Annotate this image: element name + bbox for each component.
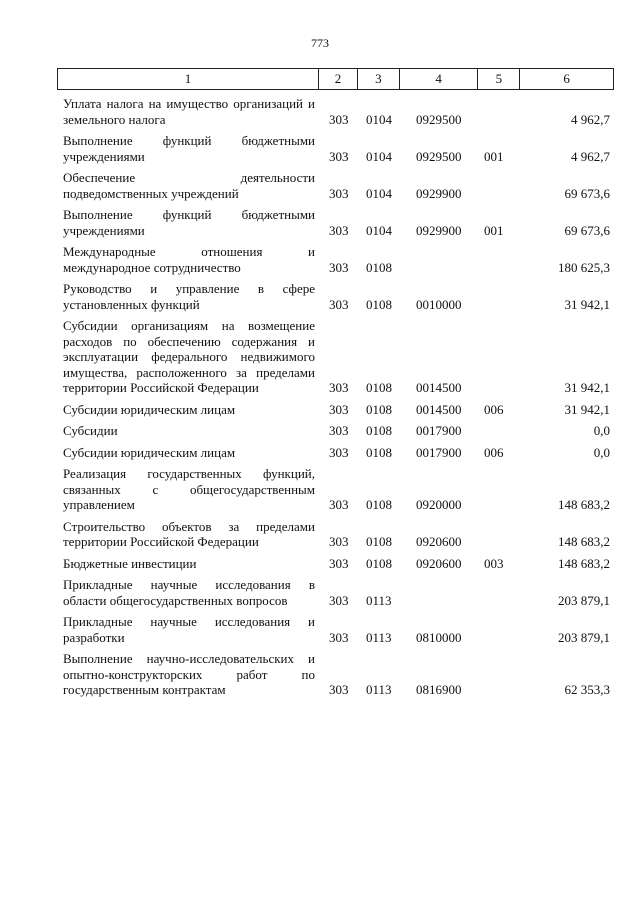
row-col-2: 303 (329, 497, 349, 512)
row-col-6: 148 683,2 (558, 534, 610, 549)
table-row (57, 318, 614, 396)
table-row (57, 614, 614, 645)
row-name: Выполнение функций бюджетными учреждениями (63, 133, 315, 164)
row-col-3: 0108 (366, 401, 392, 417)
row-col-4: 0010000 (416, 296, 462, 312)
row-col-2: 303 (329, 259, 349, 275)
row-col-3: 0113 (366, 629, 392, 645)
header-col-5: 5 (478, 69, 520, 89)
row-col-6: 180 625,3 (558, 259, 610, 275)
table-row (57, 466, 614, 513)
row-col-2: 303 (329, 592, 349, 608)
row-name: Субсидии (63, 423, 118, 438)
row-col-5: 001 (484, 148, 504, 164)
row-col-3: 0108 (366, 423, 392, 438)
row-col-4: 0017900 (416, 444, 462, 460)
table-row (57, 96, 614, 127)
row-col-4: 0929500 (416, 111, 462, 127)
row-col-2: 303 (329, 222, 349, 238)
table-row (57, 556, 614, 572)
row-col-6: 4 962,7 (571, 111, 610, 127)
row-name: Бюджетные инвестиции (63, 555, 197, 571)
header-col-4: 4 (400, 69, 479, 89)
header-col-6: 6 (563, 71, 570, 86)
row-col-4: 0929900 (416, 185, 462, 201)
row-col-3: 0104 (366, 148, 392, 164)
row-name: Уплата налога на имущество организаций и земельного налога (63, 96, 315, 127)
row-col-6: 4 962,7 (571, 148, 610, 164)
row-col-4: 0929500 (416, 148, 462, 164)
row-name: Выполнение функций бюджетными учреждениями (63, 207, 315, 238)
row-col-6: 31 942,1 (564, 380, 610, 395)
row-col-4: 0929900 (416, 222, 462, 238)
table-row (57, 402, 614, 418)
row-col-2: 303 (329, 423, 349, 438)
row-col-2: 303 (329, 682, 349, 697)
row-name: Реализация государственных функций, связанных с общегосударственным управлением (63, 466, 315, 512)
table-row (57, 281, 614, 312)
row-col-3: 0108 (366, 534, 392, 549)
row-col-3: 0108 (366, 380, 392, 395)
table-row (57, 577, 614, 608)
row-col-6: 69 673,6 (564, 185, 610, 201)
row-col-2: 303 (329, 148, 349, 164)
row-col-6: 69 673,6 (564, 222, 610, 238)
row-col-5: 006 (484, 401, 504, 417)
row-col-5: 006 (484, 444, 504, 460)
row-col-3: 0104 (366, 222, 392, 238)
row-col-3: 0108 (366, 296, 392, 312)
row-col-4: 0920000 (416, 497, 462, 512)
row-col-4: 0014500 (416, 380, 462, 395)
row-name: Субсидии организациям на возмещение расходов по обеспечению содержания и эксплуатации федерального недвижимого имущества, расположенного за пределами территории Российской Федерации (63, 318, 315, 395)
row-name: Руководство и управление в сфере установленных функций (63, 281, 315, 312)
row-col-3: 0113 (366, 682, 392, 697)
table-row (57, 170, 614, 201)
table-body (57, 96, 614, 704)
header-col-3: 3 (358, 69, 400, 89)
row-col-6: 148 683,2 (558, 497, 610, 512)
row-col-4: 0920600 (416, 534, 462, 549)
table-row (57, 651, 614, 698)
header-col-2: 2 (319, 69, 358, 89)
row-name: Международные отношения и международное сотрудничество (63, 244, 315, 275)
row-name: Выполнение научно-исследовательских и опытно-конструкторских работ по государственным контрактам (63, 651, 315, 697)
row-col-2: 303 (329, 555, 349, 571)
page-number: 773 (311, 36, 329, 50)
row-col-2: 303 (329, 401, 349, 417)
table-row (57, 519, 614, 550)
row-col-3: 0108 (366, 497, 392, 512)
table-row (57, 423, 614, 439)
table-row (57, 133, 614, 164)
table-row (57, 445, 614, 461)
row-col-2: 303 (329, 380, 349, 395)
row-col-4: 0017900 (416, 423, 462, 438)
row-col-3: 0108 (366, 259, 392, 275)
row-name: Обеспечение деятельности подведомственных учреждений (63, 170, 315, 201)
row-name: Строительство объектов за пределами территории Российской Федерации (63, 518, 315, 549)
header-col-1: 1 (58, 69, 319, 89)
row-name: Субсидии юридическим лицам (63, 401, 236, 417)
row-col-6: 62 353,3 (564, 682, 610, 697)
table-header (57, 68, 614, 90)
row-col-3: 0104 (366, 185, 392, 201)
row-col-5: 003 (484, 555, 504, 571)
row-col-6: 203 879,1 (558, 629, 610, 645)
row-col-2: 303 (329, 111, 349, 127)
row-col-4: 0816900 (416, 682, 462, 697)
table-row (57, 207, 614, 238)
row-name: Прикладные научные исследования и разработки (63, 614, 315, 645)
row-col-5: 001 (484, 222, 504, 238)
row-name: Прикладные научные исследования в области общегосударственных вопросов (63, 577, 315, 608)
row-col-2: 303 (329, 629, 349, 645)
row-col-6: 31 942,1 (564, 296, 610, 312)
row-col-6: 0,0 (593, 423, 610, 438)
row-col-6: 203 879,1 (558, 592, 610, 608)
row-name: Субсидии юридическим лицам (63, 444, 236, 460)
row-col-3: 0113 (366, 592, 392, 608)
row-col-6: 31 942,1 (564, 401, 610, 417)
row-col-2: 303 (329, 296, 349, 312)
row-col-3: 0104 (366, 111, 392, 127)
table-row (57, 244, 614, 275)
row-col-4: 0014500 (416, 401, 462, 417)
row-col-2: 303 (329, 185, 349, 201)
row-col-3: 0108 (366, 555, 392, 571)
row-col-4: 0920600 (416, 555, 462, 571)
row-col-2: 303 (329, 534, 349, 549)
row-col-6: 148 683,2 (558, 555, 610, 571)
row-col-3: 0108 (366, 444, 392, 460)
row-col-4: 0810000 (416, 629, 462, 645)
row-col-2: 303 (329, 444, 349, 460)
row-col-6: 0,0 (593, 444, 610, 460)
